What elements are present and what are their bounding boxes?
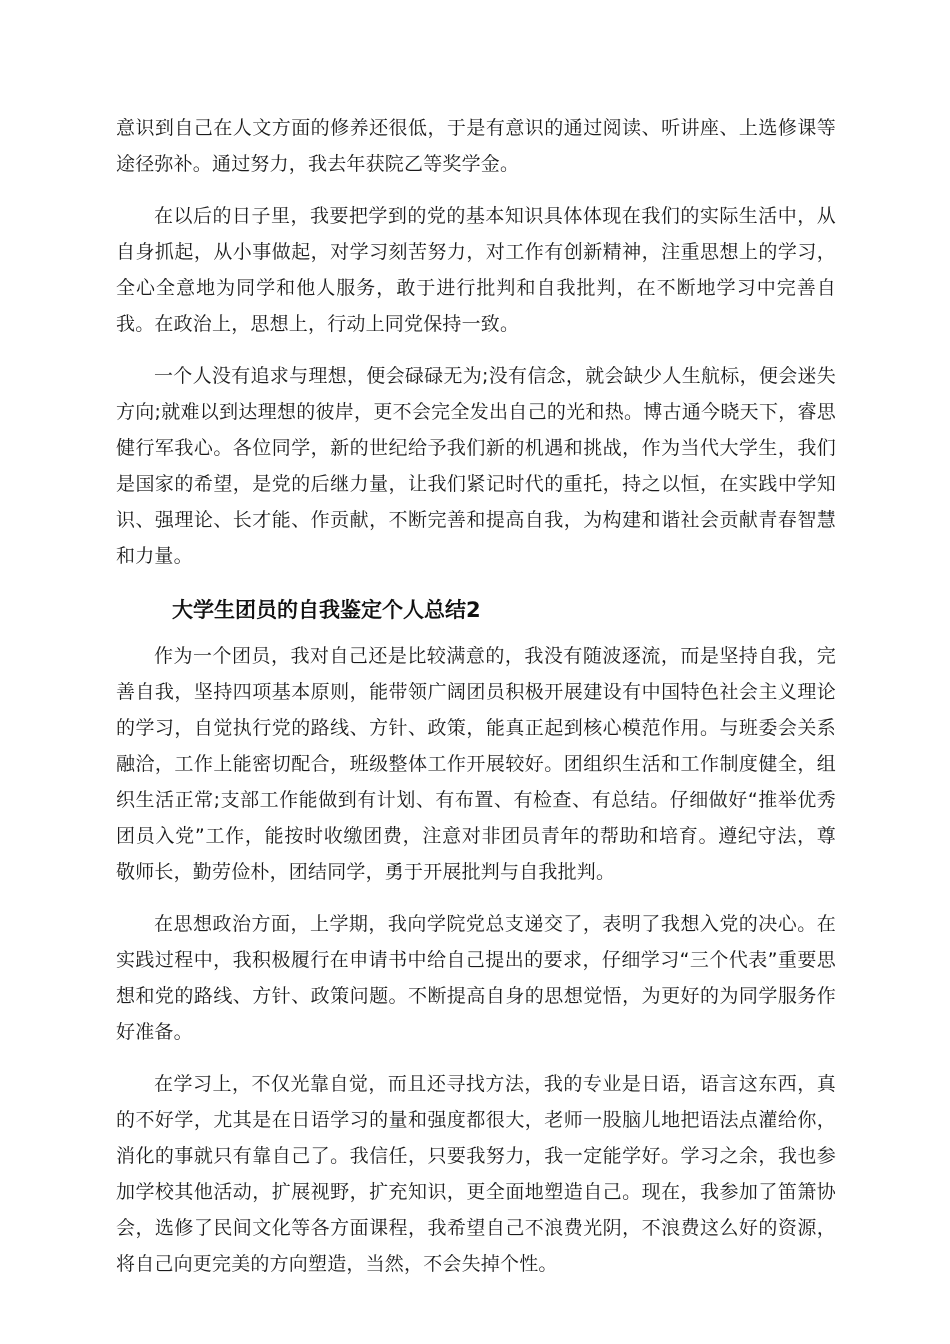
paragraph-study: 在学习上，不仅光靠自觉，而且还寻找方法，我的专业是日语，语言这东西，真的不好学，尤其是在日语学习的量和强度都很大，老师一股脑儿地把语法点灌给你，消化的事就只有靠自己了。我信任，只要我努力，我一定能学好。学习之余，我也参加学校其他活动，扩展视野，扩充知识，更全面地塑造自己。现在，我参加了笛箫协会，选修了民间文化等各方面课程，我希望自己不浪费光阴，不浪费这么好的资源，将自己向更完美的方向塑造，当然，不会失掉个性。 xyxy=(116,1073,836,1275)
paragraph-future-plans: 在以后的日子里，我要把学到的党的基本知识具体体现在我们的实际生活中，从自身抓起，从小事做起，对学习刻苦努力，对工作有创新精神，注重思想上的学习，全心全意地为同学和他人服务，敢于进行批判和自我批判，在不断地学习中完善自我。在政治上，思想上，行动上同党保持一致。 xyxy=(116,205,836,335)
document-page xyxy=(116,110,836,1298)
paragraph-continuation: 意识到自己在人文方面的修养还很低，于是有意识的通过阅读、听讲座、上选修课等途径弥补。通过努力，我去年获院乙等奖学金。 xyxy=(116,117,836,175)
paragraph-ideals: 一个人没有追求与理想，便会碌碌无为;没有信念，就会缺少人生航标，便会迷失方向;就难以到达理想的彼岸，更不会完全发出自己的光和热。博古通今晓天下，睿思健行军我心。各位同学，新的世纪给予我们新的机遇和挑战，作为当代大学生，我们是国家的希望，是党的后继力量，让我们紧记时代的重托，持之以恒，在实践中学知识、强理论、长才能、作贡献，不断完善和提高自我，为构建和谐社会贡献青春智慧和力量。 xyxy=(116,365,836,567)
paragraph-political-thought: 在思想政治方面，上学期，我向学院党总支递交了，表明了我想入党的决心。在实践过程中，我积极履行在申请书中给自己提出的要求，仔细学习“三个代表”重要思想和党的路线、方针、政策问题。不断提高自身的思想觉悟，为更好的为同学服务作好准备。 xyxy=(116,913,836,1043)
section-heading: 大学生团员的自我鉴定个人总结2 xyxy=(172,598,481,622)
paragraph-league-member: 作为一个团员，我对自己还是比较满意的，我没有随波逐流，而是坚持自我，完善自我，坚持四项基本原则，能带领广阔团员积极开展建设有中国特色社会主义理论的学习，自觉执行党的路线、方针、政策，能真正起到核心模范作用。与班委会关系融洽，工作上能密切配合，班级整体工作开展较好。团组织生活和工作制度健全，组织生活正常;支部工作能做到有计划、有布置、有检查、有总结。仔细做好“推举优秀团员入党”工作，能按时收缴团费，注意对非团员青年的帮助和培育。遵纪守法，尊敬师长，勤劳俭朴，团结同学，勇于开展批判与自我批判。 xyxy=(116,645,836,883)
